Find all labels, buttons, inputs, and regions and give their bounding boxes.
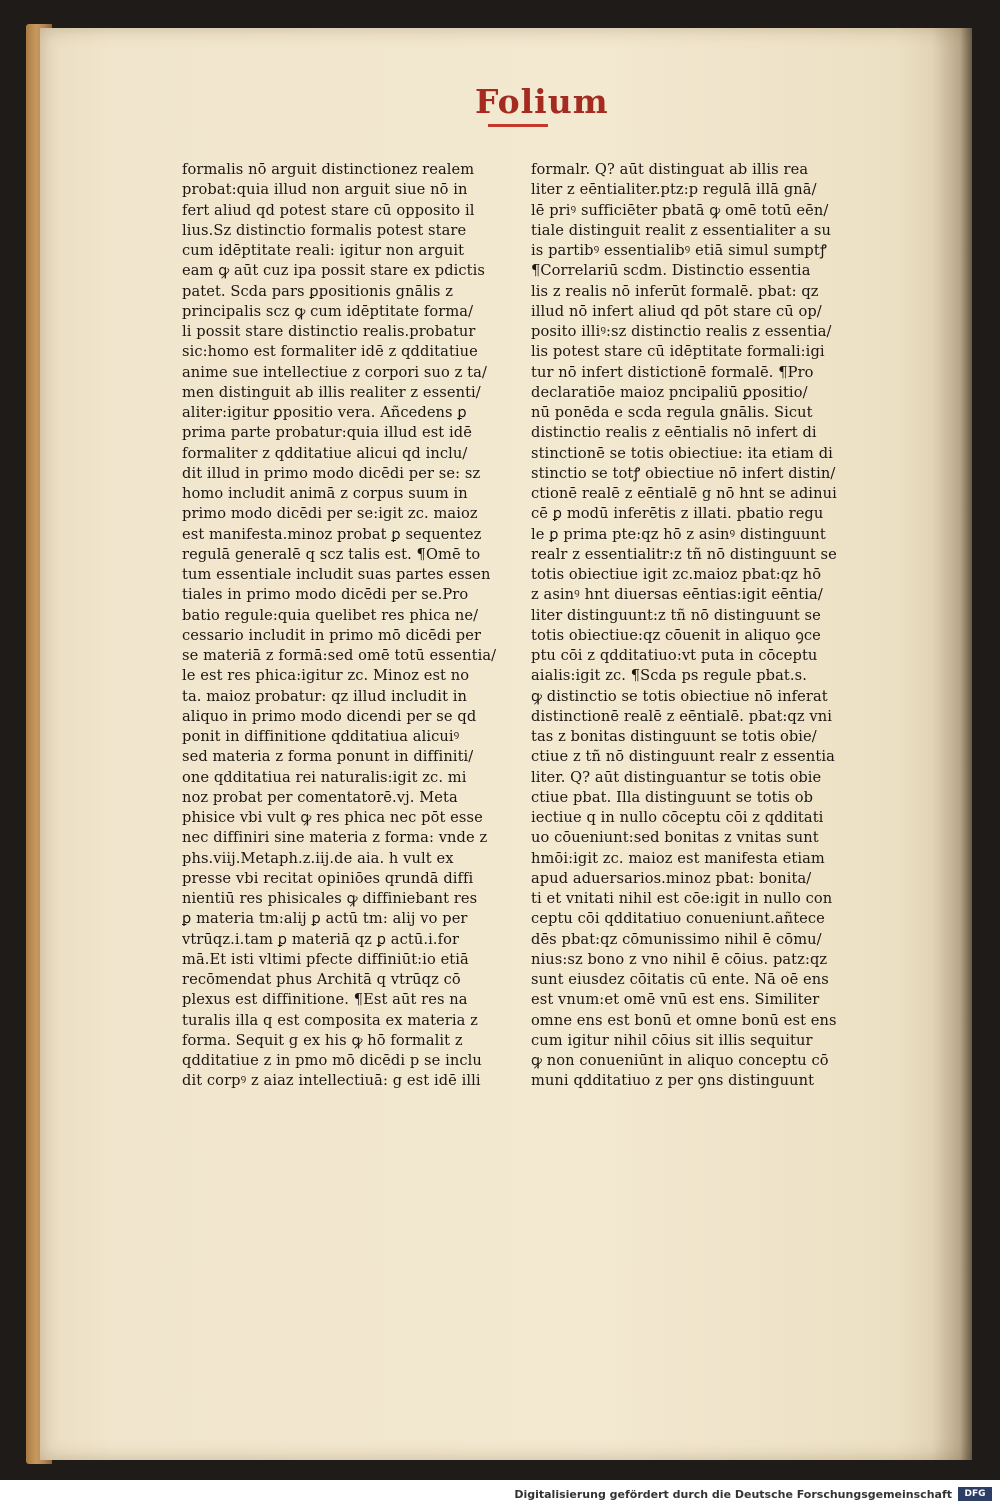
text-line: vtrūqz.i.tam ꝑ materiā qz ꝑ actū.i.for	[182, 930, 460, 948]
text-line: liter z eēntialiter.ptz:p regulā illā gnā/	[531, 181, 817, 199]
text-line: dit corpꝰ z aiaz intellectiuā: g est idē illi	[182, 1072, 481, 1090]
text-line: z asinꝰ hnt diuersas eēntias:igit eēntia/	[531, 586, 823, 604]
text-line: nec diffiniri sine materia z forma: vnde z	[182, 829, 488, 847]
text-line: uo cōueniunt:sed bonitas z vnitas sunt	[531, 829, 819, 847]
text-line: sed materia z forma ponunt in diffiniti/	[182, 748, 474, 766]
text-line: cē ꝑ modū inferētis z illati. pbatio regu	[531, 505, 824, 523]
text-line: se materiā z formā:sed omē totū essentia/	[182, 647, 497, 664]
text-line: distinctionē realē z eēntialē. pbat:qz vni	[531, 707, 833, 725]
text-line: muni qdditatiuo z per ꝯns distinguunt	[531, 1072, 815, 1090]
text-line: ptu cōi z qdditatiuo:vt puta in cōceptu	[531, 647, 818, 664]
text-line: presse vbi recitat opiniōes qrundā diffi	[182, 869, 474, 887]
text-line: recōmendat phus Architā q vtrūqz cō	[182, 971, 461, 988]
text-line: regulā generalē q scz talis est. ¶Omē to	[182, 545, 481, 563]
text-line: cessario includit in primo mō dicēdi per	[182, 626, 482, 644]
text-line: fert aliud qd potest stare cū opposito il	[182, 201, 475, 219]
text-line: batio regule:quia quelibet res phica ne/	[182, 606, 479, 624]
text-line: ¶Correlariū scdm. Distinctio essentia	[531, 262, 811, 280]
text-line: ta. maioz probatur: qz illud includit in	[182, 687, 468, 705]
footer-credit-text: Digitalisierung gefördert durch die Deutsche Forschungsgemeinschaft	[514, 1488, 952, 1501]
text-line: ꝙ non conueniūnt in aliquo conceptu cō	[531, 1052, 829, 1069]
left-text-column	[182, 160, 522, 1092]
text-line: est manifesta.minoz probat ꝑ sequentez	[182, 525, 482, 543]
text-line: tas z bonitas distinguunt se totis obie/	[531, 728, 817, 745]
text-line: sic:homo est formaliter idē z qdditatiue	[182, 343, 478, 361]
text-line: formalis nō arguit distinctionez realem	[182, 161, 475, 178]
text-line: lē priꝰ sufficiēter pbatā ꝙ omē totū eēn/	[531, 201, 829, 219]
text-line: declaratiōe maioz pncipaliū ꝑpositio/	[531, 383, 808, 401]
text-line: tiale distinguit realit z essentialiter a su	[531, 221, 831, 239]
text-line: cum idēptitate reali: igitur non arguit	[182, 242, 465, 259]
text-line: totis obiectiue igit zc.maioz pbat:qz hō	[531, 566, 822, 583]
text-line: liter distinguunt:z tñ nō distinguunt se	[531, 606, 821, 624]
text-line: anime sue intellectiue z corpori suo z ta/	[182, 363, 487, 381]
text-line: nius:sz bono z vno nihil ē cōius. patz:qz	[531, 950, 828, 968]
page-gutter-shadow	[932, 28, 972, 1460]
text-line: eam ꝙ aūt cuz ipa possit stare ex pdictis	[182, 262, 486, 280]
text-line: aialis:igit zc. ¶Scda ps regule pbat.s.	[531, 667, 807, 685]
header-red-underline	[488, 124, 548, 127]
text-line: stinctionē se totis obiectiue: ita etiam di	[531, 444, 833, 462]
text-line: lis z realis nō inferūt formalē. pbat: qz	[531, 282, 819, 300]
text-line: ponit in diffinitione qdditatiua alicuiꝰ	[182, 728, 460, 745]
text-line: turalis illa q est composita ex materia z	[182, 1011, 478, 1029]
text-line: sunt eiusdez cōitatis cū ente. Nā oē ens	[531, 971, 829, 988]
text-line: homo includit animā z corpus suum in	[182, 485, 468, 502]
footer-bar	[0, 1480, 1000, 1508]
text-line: tur nō infert distictionē formalē. ¶Pro	[531, 363, 814, 381]
text-line: iectiue q in nullo cōceptu cōi z qdditati	[531, 809, 824, 826]
text-line: le est res phica:igitur zc. Minoz est no	[182, 667, 470, 685]
text-line: stinctio se totꝭ obiectiue nō infert distin/	[531, 464, 836, 482]
text-line: ceptu cōi qdditatiuo conueniunt.añtece	[531, 910, 825, 928]
dfg-logo: DFG	[958, 1487, 992, 1501]
text-line: ti et vnitati nihil est cōe:igit in nullo con	[531, 890, 833, 907]
text-line: patet. Scda pars ꝑpositionis gnālis z	[182, 282, 454, 300]
text-line: ctiue pbat. Illa distinguunt se totis ob	[531, 788, 814, 806]
text-line: omne ens est bonū et omne bonū est ens	[531, 1011, 837, 1029]
text-line: primo modo dicēdi per se:igit zc. maioz	[182, 505, 478, 523]
text-line: dit illud in primo modo dicēdi per se: sz	[182, 464, 481, 482]
text-line: ctionē realē z eēntialē g nō hnt se adinui	[531, 485, 837, 502]
text-line: phisice vbi vult ꝙ res phica nec pōt esse	[182, 809, 483, 826]
text-line: noz probat per comentatorē.vj. Meta	[182, 788, 458, 806]
text-line: tum essentiale includit suas partes essen	[182, 566, 491, 583]
text-line: prima parte probatur:quia illud est idē	[182, 424, 472, 442]
text-line: principalis scz ꝙ cum idēptitate forma/	[182, 302, 474, 320]
text-line: nientiū res phisicales ꝙ diffiniebant res	[182, 890, 478, 907]
text-line: forma. Sequit g ex his ꝙ hō formalit z	[182, 1031, 463, 1049]
text-line: qdditatiue z in pmo mō dicēdi p se inclu	[182, 1052, 482, 1069]
text-line: ꝙ distinctio se totis obiectiue nō inferat	[531, 687, 828, 705]
text-line: men distinguit ab illis realiter z essenti/	[182, 383, 481, 401]
text-line: aliter:igitur ꝑpositio vera. Añcedens ꝑ	[182, 404, 467, 421]
page-header-folium: Folium	[475, 82, 609, 121]
right-text-column	[531, 160, 877, 1092]
text-line: realr z essentialitr:z tñ nō distinguunt se	[531, 545, 837, 563]
text-line: ctiue z tñ nō distinguunt realr z essentia	[531, 748, 835, 766]
text-line: hmōi:igit zc. maioz est manifesta etiam	[531, 849, 825, 867]
text-line: tiales in primo modo dicēdi per se.Pro	[182, 586, 469, 604]
text-line: apud aduersarios.minoz pbat: bonita/	[531, 869, 812, 887]
text-line: cum igitur nihil cōius sit illis sequitur	[531, 1031, 813, 1049]
text-line: formaliter z qdditatiue alicui qd inclu/	[182, 444, 468, 462]
text-line: illud nō infert aliud qd pōt stare cū op/	[531, 302, 822, 320]
text-line: nū ponēda e scda regula gnālis. Sicut	[531, 404, 813, 421]
text-line: mā.Et isti vltimi pfecte diffiniūt:io etiā	[182, 950, 469, 968]
text-line: est vnum:et omē vnū est ens. Similiter	[531, 991, 820, 1009]
text-line: ꝑ materia tm:alij ꝑ actū tm: alij vo per	[182, 910, 468, 928]
text-line: formalr. Q? aūt distinguat ab illis rea	[531, 161, 809, 178]
text-line: le ꝑ prima pte:qz hō z asinꝰ distinguunt	[531, 525, 826, 543]
text-line: dēs pbat:qz cōmunissimo nihil ē cōmu/	[531, 930, 822, 948]
text-line: totis obiectiue:qz cōuenit in aliquo ꝯce	[531, 626, 821, 644]
text-line: aliquo in primo modo dicendi per se qd	[182, 707, 477, 725]
text-line: distinctio realis z eēntialis nō infert di	[531, 424, 817, 442]
text-line: liter. Q? aūt distinguantur se totis obie	[531, 768, 822, 786]
text-line: probat:quia illud non arguit siue nō in	[182, 181, 468, 199]
text-line: lis potest stare cū idēptitate formali:igi	[531, 343, 825, 361]
text-line: lius.Sz distinctio formalis potest stare	[182, 221, 467, 239]
text-line: plexus est diffinitione. ¶Est aūt res na	[182, 991, 468, 1009]
text-line: phs.viij.Metaph.z.iij.de aia. h vult ex	[182, 849, 454, 867]
text-line: is partibꝰ essentialibꝰ etiā simul sumptꝭ	[531, 242, 827, 259]
text-line: posito illiꝰ:sz distinctio realis z essentia/	[531, 323, 832, 340]
text-line: one qdditatiua rei naturalis:igit zc. mi	[182, 768, 467, 786]
text-line: li possit stare distinctio realis.probatur	[182, 323, 476, 340]
